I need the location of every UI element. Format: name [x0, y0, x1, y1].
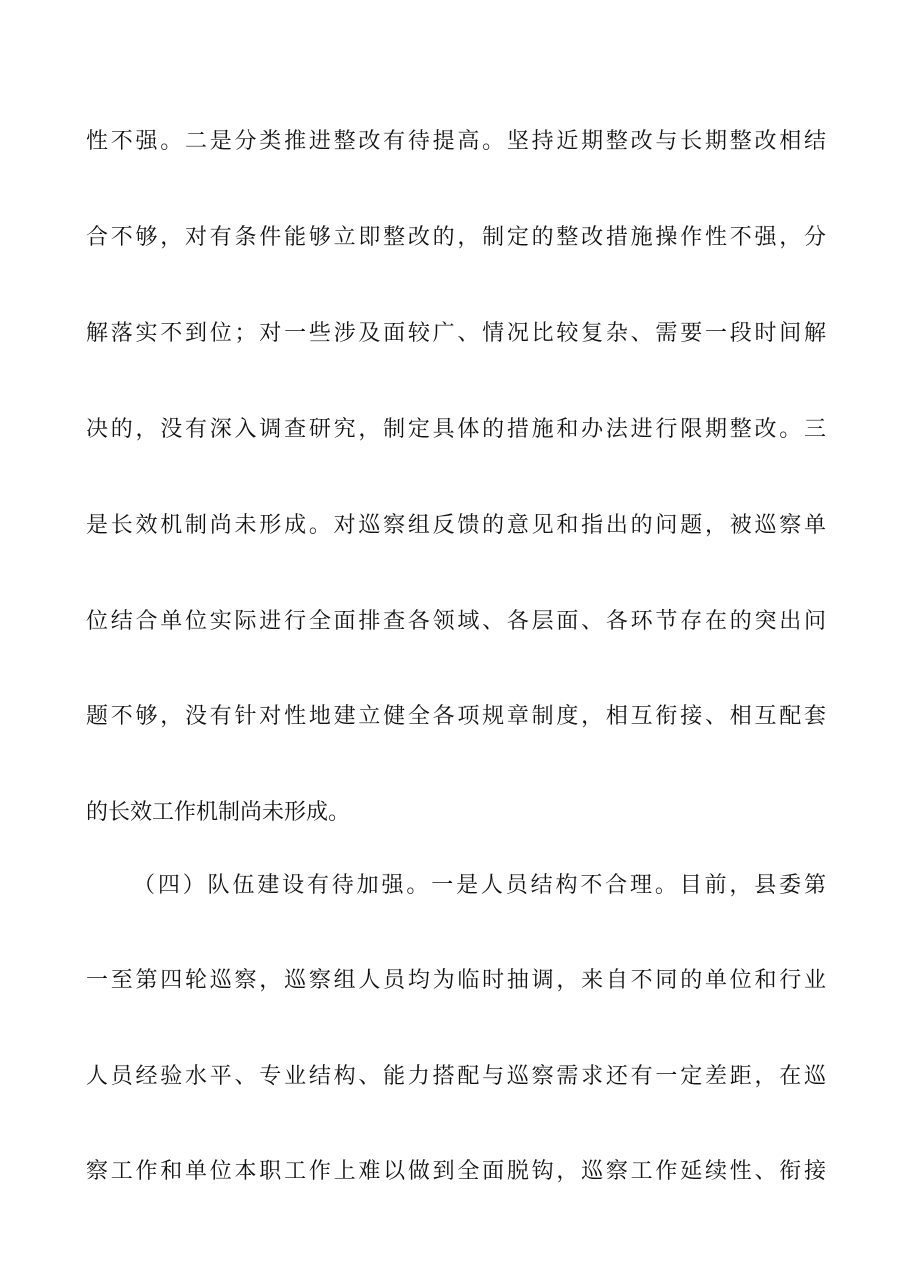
text-line-3: 解落实不到位；对一些涉及面较广、情况比较复杂、需要一段时间解 — [86, 321, 826, 346]
text-line-8: 的长效工作机制尚未形成。 — [86, 800, 351, 825]
text-line-7: 题不够，没有针对性地建立健全各项规章制度，相互衔接、相互配套 — [86, 704, 826, 729]
text-line-10: 一至第四轮巡察，巡察组人员均为临时抽调，来自不同的单位和行业 — [86, 968, 826, 993]
text-line-2: 合不够，对有条件能够立即整改的，制定的整改措施操作性不强，分 — [86, 225, 826, 250]
text-line-4: 决的，没有深入调查研究，制定具体的措施和办法进行限期整改。三 — [86, 417, 826, 442]
text-line-1: 性不强。二是分类推进整改有待提高。坚持近期整改与长期整改相结 — [86, 129, 826, 154]
text-line-11: 人员经验水平、专业结构、能力搭配与巡察需求还有一定差距，在巡 — [86, 1064, 826, 1089]
text-line-6: 位结合单位实际进行全面排查各领域、各层面、各环节存在的突出问 — [86, 609, 826, 634]
section-heading-line: （四）队伍建设有待加强。一是人员结构不合理。目前，县委第 — [133, 873, 826, 898]
text-line-5: 是长效机制尚未形成。对巡察组反馈的意见和指出的问题，被巡察单 — [86, 513, 826, 538]
text-line-12: 察工作和单位本职工作上难以做到全面脱钩，巡察工作延续性、衔接 — [86, 1159, 826, 1184]
